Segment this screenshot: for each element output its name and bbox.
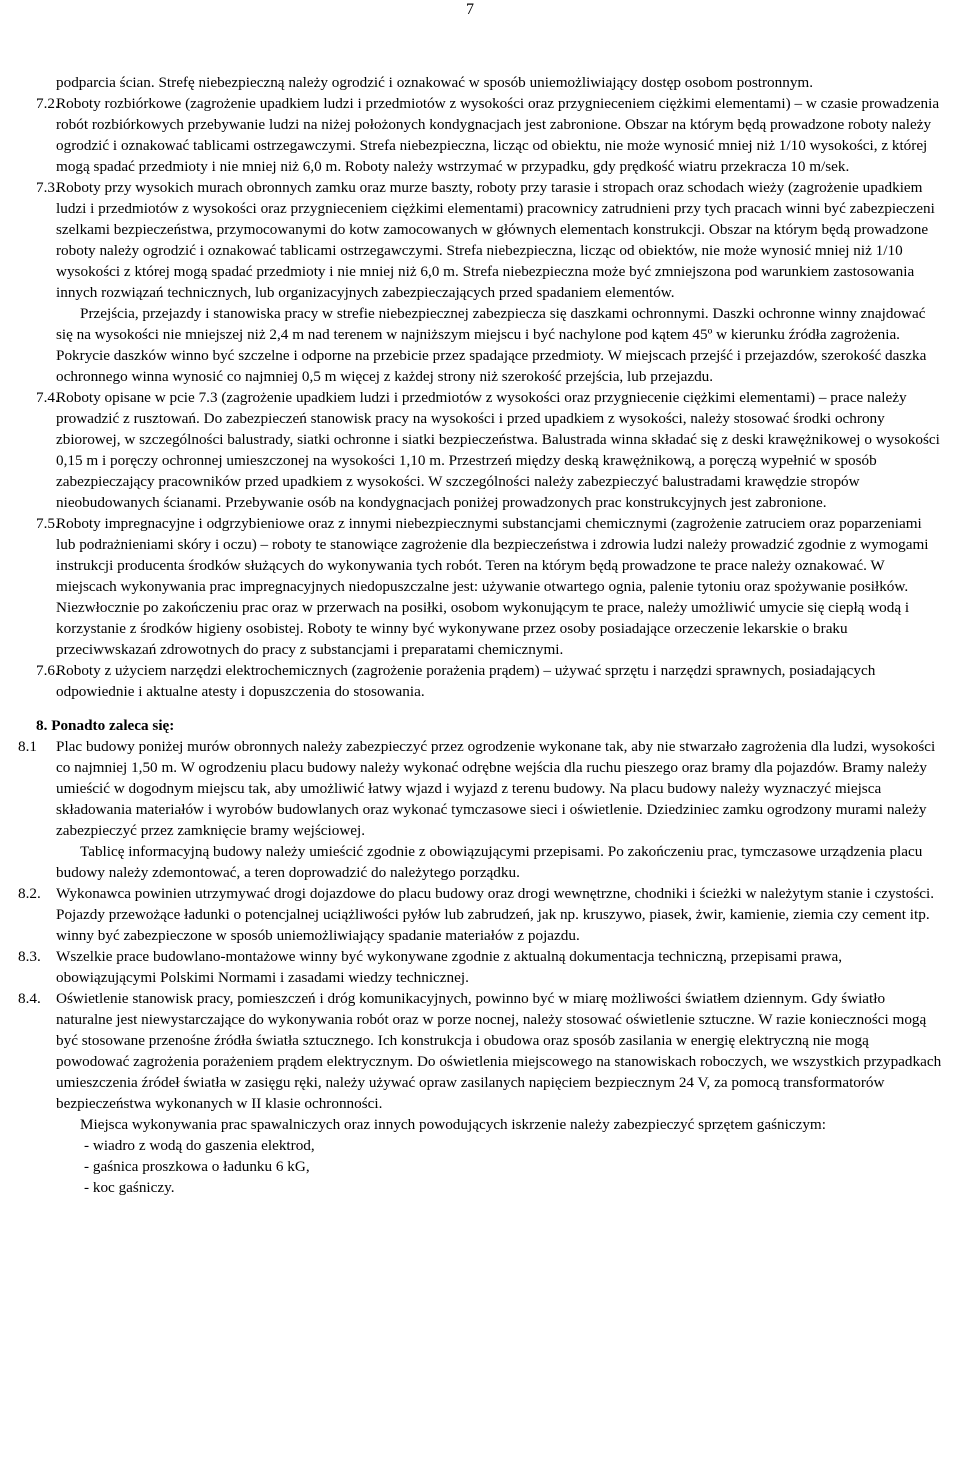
section-7-2 — [0, 93, 960, 177]
section-number: 7.5. — [36, 515, 59, 532]
section-number: 7.6. — [36, 662, 59, 679]
section-7-3 — [0, 177, 960, 303]
section-8-1 — [0, 736, 960, 841]
section-8-4-paragraph-2: Miejsca wykonywania prac spawalniczych oraz innych powodujących iskrzenie należy zabezpieczyć sprzętem gaśniczym: — [80, 1116, 826, 1133]
section-number: 7.2. — [36, 95, 59, 112]
section-text: Wszelkie prace budowlano-montażowe winny być wykonywane zgodnie z aktualną dokumentacja techniczną, przepisami prawa, obowiązującymi Polskimi Normami i zasadami wiedzy technicznej. — [56, 948, 843, 986]
list-item: - gaśnica proszkowa o ładunku 6 kG, — [84, 1158, 310, 1175]
section-text: Roboty rozbiórkowe (zagrożenie upadkiem ludzi i przedmiotów z wysokości oraz przygnieceniem ciężkimi elementami) – w czasie prowadzenia robót rozbiórkowych przebywanie ludzi na niżej położonych kondygnacjach jest zabronione. Obszar na którym będą prowadzone roboty należy ogrodzić i oznakować tablicami ostrzegawczymi. Strefa niebezpieczna, licząc od obiektu, nie może wynosić mniej niż 1/10 wysokości, z której mogą spadać przedmioty i nie mniej niż 6,0 m. Roboty należy wstrzymać w przypadku, gdy prędkość wiatru przekracza 10 m/sek. — [56, 95, 940, 175]
section-8-2 — [0, 883, 960, 946]
section-text: Roboty opisane w pcie 7.3 (zagrożenie upadkiem ludzi i przedmiotów z wysokości oraz przygniecenie ciężkimi elementami) – prace należy prowadzić z rusztowań. Do zabezpieczeń stanowisk pracy na wysokości i przed upadkiem z wysokości, należy stosować środki ochrony zbiorowej, w szczególności balustrady, siatki ochronne i siatki bezpieczeństwa. Balustrada winna składać się z deski krawężnikowej o wysokości 0,15 m i poręczy ochronnej umieszczonej na wysokości 1,10 m. Przestrzeń między deską krawężnikową, a poręczą wypełnić w sposób zabezpieczający pracowników przed upadkiem z wysokości. W szczególności należy zabezpieczyć balustradami krawędzie stropów nieobudowanych ścianami. Przebywanie osób na kondygnacjach poniżej prowadzonych prac konstrukcyjnych jest zabronione. — [56, 389, 940, 511]
section-text: Roboty z użyciem narzędzi elektrochemicznych (zagrożenie porażenia prądem) – używać sprzętu i narzędzi sprawnych, posiadających odpowiednie i aktualne atesty i dopuszczenia do stosowania. — [56, 662, 876, 700]
section-number: 8.2. — [18, 885, 41, 902]
list-item: - wiadro z wodą do gaszenia elektrod, — [84, 1137, 315, 1154]
section-text: Plac budowy poniżej murów obronnych należy zabezpieczyć przez ogrodzenie wykonane tak, aby nie stwarzało zagrożenia dla ludzi, wysokości co najmniej 1,50 m. W ogrodzeniu placu budowy należy wykonać odrębne wejścia dla ruchu pieszego oraz bramy dla pojazdów. Bramy należy umieścić w dogodnym miejscu tak, aby umożliwić łatwy wjazd i wyjazd z terenu budowy. Na placu budowy należy wyznaczyć miejsca składowania materiałów i wyrobów budowlanych oraz wykonać tymczasowe sieci i oświetlenie. Dziedziniec zamku ogrodzony murami należy zabezpieczyć przez zamknięcie bramy wejściowej. — [56, 738, 936, 839]
document-body — [0, 72, 960, 1198]
section-7-5 — [0, 513, 960, 660]
section-7-6 — [0, 660, 960, 702]
list-item: - koc gaśniczy. — [84, 1179, 175, 1196]
section-8-4 — [0, 988, 960, 1114]
page-number: 7 — [466, 1, 474, 18]
section-text: Wykonawca powinien utrzymywać drogi dojazdowe do placu budowy oraz drogi wewnętrzne, chodniki i ścieżki w należytym stanie i czystości. Pojazdy przewożące ładunki o potencjalnej uciążliwości pyłów lub zabrudzeń, jak np. kruszywo, piasek, żwir, kamienie, ziemia czy cement itp. winny być zabezpieczone w sposób uniemożliwiający spadanie materiałów z pojazdu. — [56, 885, 934, 944]
section-number: 7.3. — [36, 179, 59, 196]
section-text: Oświetlenie stanowisk pracy, pomieszczeń i dróg komunikacyjnych, powinno być w miarę możliwości światłem dziennym. Gdy światło naturalne jest niewystarczające do wykonywania robót oraz w porze nocnej, należy stosować oświetlenie sztuczne. W razie konieczności mogą być stosowane przenośne źródła światła sztucznego. Ich konstrukcja i obudowa oraz sposób zasilania w energię elektryczną nie mogą powodować zagrożenia porażeniem prądem elektrycznym. Do oświetlenia miejscowego na stanowiskach roboczych, we wszystkich przypadkach umieszczenia źródeł światła w zasięgu ręki, należy używać opraw zasilanych napięciem bezpiecznym 24 V, za pomocą transformatorów bezpieczeństwa wykonanych w II klasie ochronności. — [56, 990, 942, 1112]
section-number: 8.3. — [18, 948, 41, 965]
section-8-3 — [0, 946, 960, 988]
section-number: 8.1 — [18, 738, 37, 755]
section-number: 7.4. — [36, 389, 59, 406]
section-8-1-paragraph-2: Tablicę informacyjną budowy należy umieścić zgodnie z obowiązującymi przepisami. Po zakończeniu prac, tymczasowe urządzenia placu budowy należy zdemontować, a teren doprowadzić do należytego porządku. — [56, 843, 923, 881]
section-7-3-paragraph-2: Przejścia, przejazdy i stanowiska pracy w strefie niebezpiecznej zabezpiecza się daszkami ochronnymi. Daszki ochronne winny znajdować się na wysokości nie mniejszej niż 2,4 m nad terenem w najniższym miejscu i być nachylone pod kątem 45º w kierunku źródła zagrożenia. Pokrycie daszków winno być szczelne i odporne na przebicie przez spadające przedmioty. W miejscach przejść i przejazdów, szerokość daszka ochronnego winna wynosić co najmniej 0,5 m więcej z każdej strony niż szerokość przejścia, lub przejazdu. — [56, 305, 927, 385]
intro-paragraph: podparcia ścian. Strefę niebezpieczną należy ogrodzić i oznakować w sposób uniemożliwiający dostęp osobom postronnym. — [56, 74, 814, 91]
section-number: 8.4. — [18, 990, 41, 1007]
section-7-4 — [0, 387, 960, 513]
section-text: Roboty impregnacyjne i odgrzybieniowe oraz z innymi niebezpiecznymi substancjami chemicznymi (zagrożenie zatruciem oraz poparzeniami lub podrażnieniami skóry i oczu) – roboty te stanowiące zagrożenie dla bezpieczeństwa i zdrowia ludzi należy prowadzić zgodnie z wymogami instrukcji producenta środków służących do wykonywania tych robót. Teren na którym będą prowadzone te prace należy oznakować. W miejscach wykonywania prac impregnacyjnych niedopuszczalne jest: używanie otwartego ognia, palenie tytoniu oraz spożywanie posiłków. Niezwłocznie po zakończeniu prac oraz w przerwach na posiłki, osobom wykonującym te prace, należy umożliwić umycie się ciepłą wodą i korzystanie z środków higieny osobistej. Roboty te winny być wykonywane przez osoby posiadające orzeczenie lekarskie o braku przeciwwskazań zdrowotnych do pracy z substancjami i preparatami chemicznymi. — [56, 515, 929, 658]
section-text: Roboty przy wysokich murach obronnych zamku oraz murze baszty, roboty przy tarasie i stropach oraz schodach wieży (zagrożenie upadkiem ludzi i przedmiotów z wysokości oraz przygnieceniem ciężkimi elementami) pracownicy zatrudnieni przy tych pracach winni być zabezpieczeni szelkami bezpieczeństwa, przymocowanymi do kotw zamocowanych w głównych elementach konstrukcji. Obszar na którym będą prowadzone roboty należy ogrodzić i oznakować tablicami ostrzegawczymi. Strefa niebezpieczna, licząc od obiektów, nie może wynosić mniej niż 1/10 wysokości z której mogą spadać przedmioty i nie mniej niż 6,0 m. Strefa niebezpieczna może być zmniejszona pod warunkiem zastosowania innych rozwiązań technicznych, lub organizacyjnych zabezpieczających przed spadaniem elementów. — [56, 179, 935, 301]
section-8-heading: 8. Ponadto zaleca się: — [36, 717, 175, 734]
